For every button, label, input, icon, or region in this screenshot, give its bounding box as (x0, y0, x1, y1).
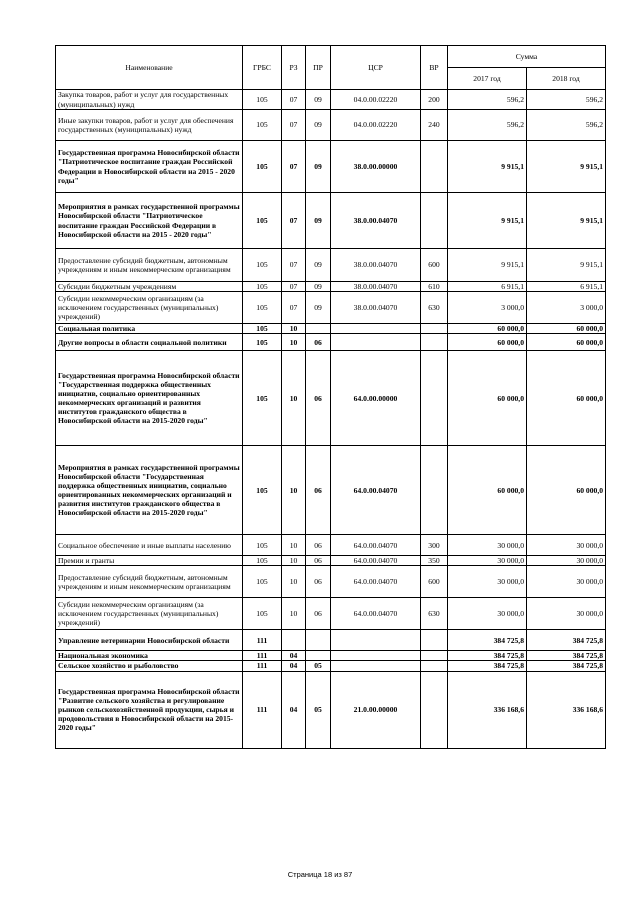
cell-s2017: 60 000,0 (448, 446, 527, 535)
cell-rz (282, 630, 306, 651)
cell-grbs: 105 (243, 446, 282, 535)
cell-csr: 21.0.00.00000 (331, 671, 421, 748)
cell-grbs: 105 (243, 566, 282, 598)
cell-rz: 07 (282, 193, 306, 249)
cell-s2018: 60 000,0 (527, 324, 606, 334)
table-body (56, 90, 606, 749)
cell-grbs: 105 (243, 292, 282, 324)
budget-table (55, 45, 606, 749)
cell-s2018: 3 000,0 (527, 292, 606, 324)
cell-grbs: 105 (243, 282, 282, 292)
cell-pr: 06 (306, 566, 331, 598)
cell-grbs: 105 (243, 556, 282, 566)
col-header-2018: 2018 год (527, 68, 606, 90)
cell-s2017: 60 000,0 (448, 324, 527, 334)
cell-s2017: 30 000,0 (448, 598, 527, 630)
cell-grbs: 105 (243, 351, 282, 446)
cell-vr (421, 446, 448, 535)
cell-name: Субсидии некоммерческим организациям (за исключением государственных (муниципальных) учреждений) (56, 292, 243, 324)
cell-s2017: 30 000,0 (448, 535, 527, 556)
cell-s2018: 9 915,1 (527, 141, 606, 193)
table-row (56, 324, 606, 334)
table-row (56, 334, 606, 351)
col-header-grbs: ГРБС (243, 46, 282, 90)
col-header-sum: Сумма (448, 46, 606, 68)
col-header-csr: ЦСР (331, 46, 421, 90)
cell-csr (331, 630, 421, 651)
cell-rz: 04 (282, 661, 306, 671)
cell-vr: 350 (421, 556, 448, 566)
cell-s2018: 60 000,0 (527, 351, 606, 446)
cell-s2018: 596,2 (527, 110, 606, 141)
cell-s2017: 60 000,0 (448, 351, 527, 446)
cell-vr (421, 141, 448, 193)
table-row (56, 630, 606, 651)
cell-name: Государственная программа Новосибирской области "Государственная поддержка общественных инициатив, социально ориентированных некоммерческих организаций и развития институтов гражданского общества в Новосибирской области на 2015-2020 годы" (56, 351, 243, 446)
cell-s2018: 60 000,0 (527, 334, 606, 351)
cell-rz: 07 (282, 282, 306, 292)
cell-s2017: 384 725,8 (448, 661, 527, 671)
cell-name: Премии и гранты (56, 556, 243, 566)
cell-rz: 10 (282, 556, 306, 566)
cell-csr: 64.0.00.00000 (331, 351, 421, 446)
cell-pr: 05 (306, 671, 331, 748)
cell-s2018: 384 725,8 (527, 651, 606, 661)
table-row (56, 249, 606, 282)
cell-name: Сельское хозяйство и рыболовство (56, 661, 243, 671)
cell-csr (331, 661, 421, 671)
cell-rz: 10 (282, 535, 306, 556)
cell-s2017: 596,2 (448, 90, 527, 110)
col-header-2017: 2017 год (448, 68, 527, 90)
cell-s2017: 30 000,0 (448, 566, 527, 598)
cell-csr: 04.0.00.02220 (331, 110, 421, 141)
cell-vr (421, 671, 448, 748)
cell-name: Государственная программа Новосибирской области "Патриотическое воспитание граждан Российской Федерации в Новосибирской области на 2015 - 2020 годы" (56, 141, 243, 193)
cell-vr: 200 (421, 90, 448, 110)
cell-rz: 04 (282, 651, 306, 661)
cell-pr: 09 (306, 282, 331, 292)
cell-pr: 06 (306, 446, 331, 535)
cell-vr: 630 (421, 292, 448, 324)
cell-csr: 64.0.00.04070 (331, 566, 421, 598)
cell-name: Национальная экономика (56, 651, 243, 661)
cell-csr: 04.0.00.02220 (331, 90, 421, 110)
cell-pr: 09 (306, 292, 331, 324)
cell-grbs: 105 (243, 334, 282, 351)
cell-vr (421, 334, 448, 351)
cell-name: Управление ветеринарии Новосибирской области (56, 630, 243, 651)
cell-vr: 630 (421, 598, 448, 630)
cell-pr: 09 (306, 193, 331, 249)
col-header-rz: РЗ (282, 46, 306, 90)
cell-s2018: 60 000,0 (527, 446, 606, 535)
table-row (56, 598, 606, 630)
table-row (56, 292, 606, 324)
cell-s2018: 30 000,0 (527, 535, 606, 556)
cell-grbs: 105 (243, 535, 282, 556)
cell-name: Предоставление субсидий бюджетным, автономным учреждениям и иным некоммерческим организациям (56, 249, 243, 282)
cell-vr: 240 (421, 110, 448, 141)
cell-name: Предоставление субсидий бюджетным, автономным учреждениям и иным некоммерческим организациям (56, 566, 243, 598)
cell-csr (331, 651, 421, 661)
cell-pr: 06 (306, 351, 331, 446)
cell-grbs: 111 (243, 630, 282, 651)
cell-rz: 07 (282, 90, 306, 110)
table-row (56, 661, 606, 671)
table-row (56, 651, 606, 661)
table-row (56, 351, 606, 446)
table-header (56, 46, 606, 90)
cell-name: Мероприятия в рамках государственной программы Новосибирской области "Государственная поддержка общественных инициатив, социально ориентированных некоммерческих организаций и развития институтов гражданского общества в Новосибирской области на 2015-2020 годы" (56, 446, 243, 535)
cell-vr: 600 (421, 566, 448, 598)
cell-name: Мероприятия в рамках государственной программы Новосибирской области "Патриотическое воспитание граждан Российской Федерации в Новосибирской области на 2015 - 2020 годы" (56, 193, 243, 249)
cell-rz: 10 (282, 351, 306, 446)
page-number: Страница 18 из 87 (287, 870, 353, 879)
cell-grbs: 105 (243, 249, 282, 282)
cell-vr (421, 661, 448, 671)
cell-s2017: 6 915,1 (448, 282, 527, 292)
cell-grbs: 111 (243, 661, 282, 671)
cell-csr: 38.0.00.04070 (331, 282, 421, 292)
cell-vr (421, 193, 448, 249)
cell-grbs: 111 (243, 671, 282, 748)
cell-grbs: 105 (243, 193, 282, 249)
cell-vr (421, 324, 448, 334)
cell-name: Государственная программа Новосибирской области "Развитие сельского хозяйства и регулирование рынков сельскохозяйственной продукции, сырья и продовольствия в Новосибирской области на 2015-2020 годы" (56, 671, 243, 748)
table-row (56, 446, 606, 535)
cell-rz: 10 (282, 598, 306, 630)
cell-csr: 38.0.00.04070 (331, 193, 421, 249)
cell-pr (306, 630, 331, 651)
cell-csr: 38.0.00.00000 (331, 141, 421, 193)
table-row (56, 671, 606, 748)
cell-s2018: 596,2 (527, 90, 606, 110)
cell-name: Иные закупки товаров, работ и услуг для обеспечения государственных (муниципальных) нужд (56, 110, 243, 141)
cell-s2017: 30 000,0 (448, 556, 527, 566)
cell-s2017: 384 725,8 (448, 651, 527, 661)
cell-csr: 64.0.00.04070 (331, 446, 421, 535)
col-header-pr: ПР (306, 46, 331, 90)
table-row (56, 566, 606, 598)
cell-s2018: 384 725,8 (527, 630, 606, 651)
table-row (56, 193, 606, 249)
cell-name: Субсидии бюджетным учреждениям (56, 282, 243, 292)
cell-pr: 05 (306, 661, 331, 671)
table-row (56, 141, 606, 193)
cell-csr (331, 334, 421, 351)
cell-rz: 10 (282, 566, 306, 598)
cell-name: Субсидии некоммерческим организациям (за исключением государственных (муниципальных) учреждений) (56, 598, 243, 630)
cell-rz: 07 (282, 292, 306, 324)
cell-name: Социальная политика (56, 324, 243, 334)
cell-pr: 06 (306, 556, 331, 566)
cell-grbs: 105 (243, 324, 282, 334)
table-row (56, 556, 606, 566)
cell-s2018: 30 000,0 (527, 556, 606, 566)
cell-grbs: 105 (243, 90, 282, 110)
cell-grbs: 111 (243, 651, 282, 661)
cell-vr (421, 351, 448, 446)
cell-vr: 610 (421, 282, 448, 292)
cell-pr (306, 324, 331, 334)
cell-csr: 38.0.00.04070 (331, 249, 421, 282)
cell-rz: 07 (282, 249, 306, 282)
cell-grbs: 105 (243, 141, 282, 193)
cell-grbs: 105 (243, 598, 282, 630)
cell-s2017: 384 725,8 (448, 630, 527, 651)
cell-name: Закупка товаров, работ и услуг для государственных (муниципальных) нужд (56, 90, 243, 110)
cell-s2018: 384 725,8 (527, 661, 606, 671)
cell-pr: 06 (306, 535, 331, 556)
cell-s2017: 9 915,1 (448, 141, 527, 193)
cell-rz: 10 (282, 446, 306, 535)
table-row (56, 535, 606, 556)
cell-s2018: 9 915,1 (527, 193, 606, 249)
cell-pr: 09 (306, 249, 331, 282)
col-header-vr: ВР (421, 46, 448, 90)
cell-s2017: 9 915,1 (448, 249, 527, 282)
cell-csr: 64.0.00.04070 (331, 556, 421, 566)
cell-pr: 06 (306, 334, 331, 351)
cell-s2017: 596,2 (448, 110, 527, 141)
cell-rz: 04 (282, 671, 306, 748)
cell-s2017: 60 000,0 (448, 334, 527, 351)
col-header-name: Наименование (56, 46, 243, 90)
cell-s2018: 30 000,0 (527, 566, 606, 598)
cell-rz: 07 (282, 141, 306, 193)
cell-pr: 09 (306, 110, 331, 141)
cell-grbs: 105 (243, 110, 282, 141)
cell-rz: 07 (282, 110, 306, 141)
cell-s2018: 336 168,6 (527, 671, 606, 748)
cell-name: Другие вопросы в области социальной политики (56, 334, 243, 351)
cell-name: Социальное обеспечение и иные выплаты населению (56, 535, 243, 556)
table-row (56, 90, 606, 110)
cell-csr: 38.0.00.04070 (331, 292, 421, 324)
cell-csr (331, 324, 421, 334)
cell-s2018: 30 000,0 (527, 598, 606, 630)
table-row (56, 282, 606, 292)
cell-pr: 06 (306, 598, 331, 630)
cell-pr (306, 651, 331, 661)
cell-vr: 600 (421, 249, 448, 282)
cell-rz: 10 (282, 334, 306, 351)
cell-vr (421, 630, 448, 651)
cell-csr: 64.0.00.04070 (331, 598, 421, 630)
cell-rz: 10 (282, 324, 306, 334)
cell-vr: 300 (421, 535, 448, 556)
cell-s2017: 336 168,6 (448, 671, 527, 748)
cell-s2017: 9 915,1 (448, 193, 527, 249)
cell-pr: 09 (306, 141, 331, 193)
cell-pr: 09 (306, 90, 331, 110)
cell-s2018: 9 915,1 (527, 249, 606, 282)
cell-s2018: 6 915,1 (527, 282, 606, 292)
table-row (56, 110, 606, 141)
cell-csr: 64.0.00.04070 (331, 535, 421, 556)
cell-s2017: 3 000,0 (448, 292, 527, 324)
cell-vr (421, 651, 448, 661)
